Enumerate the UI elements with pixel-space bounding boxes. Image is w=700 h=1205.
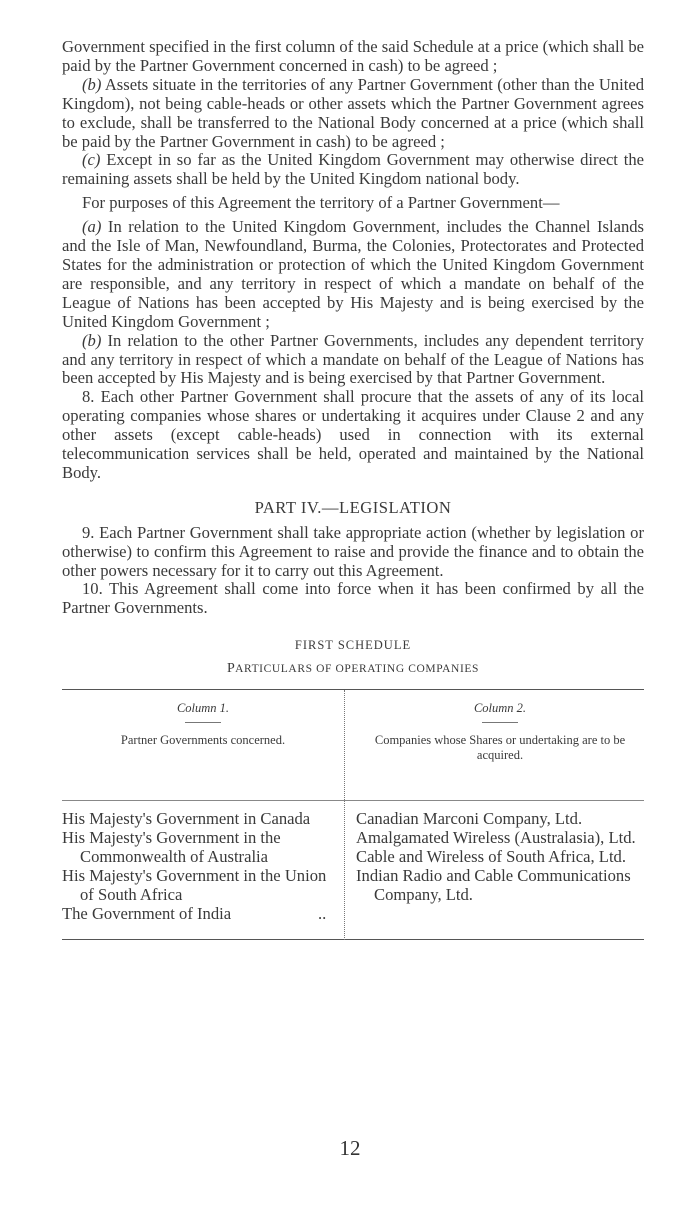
column-1-header bbox=[62, 690, 344, 800]
table-cell-company: Canadian Marconi Company, Ltd. bbox=[356, 809, 583, 829]
paragraph-section-8: 8. Each other Partner Government shall procure that the assets of any of its local operating companies whose shares or undertaking it acquires under Clause 2 and any other assets (except cable-heads) used in connection with its external telecommunication services shall be held, operated and maintained by the National Body. bbox=[62, 387, 644, 482]
paragraph-section-10: 10. This Agreement shall come into force when it has been confirmed by all the Partner Governments. bbox=[62, 579, 644, 618]
column-2-header bbox=[344, 690, 644, 800]
paragraph-section-9: 9. Each Partner Government shall take appropriate action (whether by legislation or otherwise) to confirm this Agreement to raise and provide the finance and to obtain the other powers necessary for it to carry out this Agreement. bbox=[62, 522, 644, 580]
table-body bbox=[62, 801, 644, 940]
column-divider bbox=[344, 690, 345, 940]
schedule-table bbox=[62, 689, 644, 940]
paragraph-clause-b-assets: (b) Assets situate in the territories of any Partner Government (other than the United Kingdom), not being cable-heads or other assets which the Partner Government agrees to exclude, shall be transferred to the National Body concerned at a price (which shall be paid by the Partner Government in cash) to be agreed ; bbox=[62, 74, 644, 151]
clause-label: (a) bbox=[82, 217, 102, 237]
part-heading: PART IV.—LEGISLATION bbox=[254, 497, 452, 517]
page-number: 12 bbox=[339, 1136, 361, 1160]
document-page bbox=[62, 38, 644, 940]
header-rule bbox=[185, 722, 221, 723]
header-rule bbox=[482, 722, 518, 723]
clause-label: (b) bbox=[82, 74, 102, 94]
companies-column bbox=[344, 809, 644, 923]
paragraph-continuation: Government specified in the first column of the said Schedule at a price (which shall be paid by the Partner Government concerned in cash) to be agreed ; bbox=[62, 37, 644, 75]
column-2-name: Column 2. bbox=[473, 701, 527, 716]
paragraph-clause-a-territory: (a) In relation to the United Kingdom Government, includes the Channel Islands and the Isle of Man, Newfoundland, Burma, the Colonies, Protectorates and Protected States for the administration or protection of which the United Kingdom Government are responsible, and any territory in respect of which a mandate on behalf of the League of Nations has been accepted by His Majesty and is being exercised by the United Kingdom Government ; bbox=[62, 217, 644, 331]
schedule-subtitle: PARTICULARS OF OPERATING COMPANIES bbox=[226, 661, 480, 677]
table-cell-government: His Majesty's Government in Canada bbox=[62, 809, 311, 829]
table-cell-government: .. The Government of India bbox=[62, 904, 327, 924]
table-cell-company: Indian Radio and Cable Communications Company, Ltd. bbox=[356, 866, 631, 905]
column-1-description: Partner Governments concerned. bbox=[120, 733, 286, 748]
table-cell-government: His Majesty's Government in the Union of South Africa bbox=[62, 866, 327, 905]
table-cell-company: Cable and Wireless of South Africa, Ltd. bbox=[356, 847, 626, 867]
paragraph-clause-b-territory: (b) In relation to the other Partner Governments, includes any dependent territory and any territory in respect of which a mandate on behalf of the League of Nations has been accepted by His Majesty and is being exercised by that Partner Government. bbox=[62, 330, 644, 388]
table-cell-government: His Majesty's Government in the Commonwealth of Australia bbox=[62, 828, 281, 867]
paragraph-territory-definition: For purposes of this Agreement the territory of a Partner Government— bbox=[82, 193, 560, 213]
table-cell-company: Amalgamated Wireless (Australasia), Ltd. bbox=[356, 828, 636, 848]
table-header bbox=[62, 690, 644, 801]
governments-column bbox=[62, 809, 344, 923]
clause-label: (b) bbox=[82, 330, 102, 350]
schedule-title: FIRST SCHEDULE bbox=[294, 638, 412, 653]
column-1-name: Column 1. bbox=[176, 701, 230, 716]
column-2-description: Companies whose Shares or undertaking are to be acquired. bbox=[374, 733, 626, 763]
paragraph-clause-c-assets: (c) Except in so far as the United Kingdom Government may otherwise direct the remaining assets shall be held by the United Kingdom national body. bbox=[62, 150, 644, 189]
clause-label: (c) bbox=[82, 150, 101, 170]
